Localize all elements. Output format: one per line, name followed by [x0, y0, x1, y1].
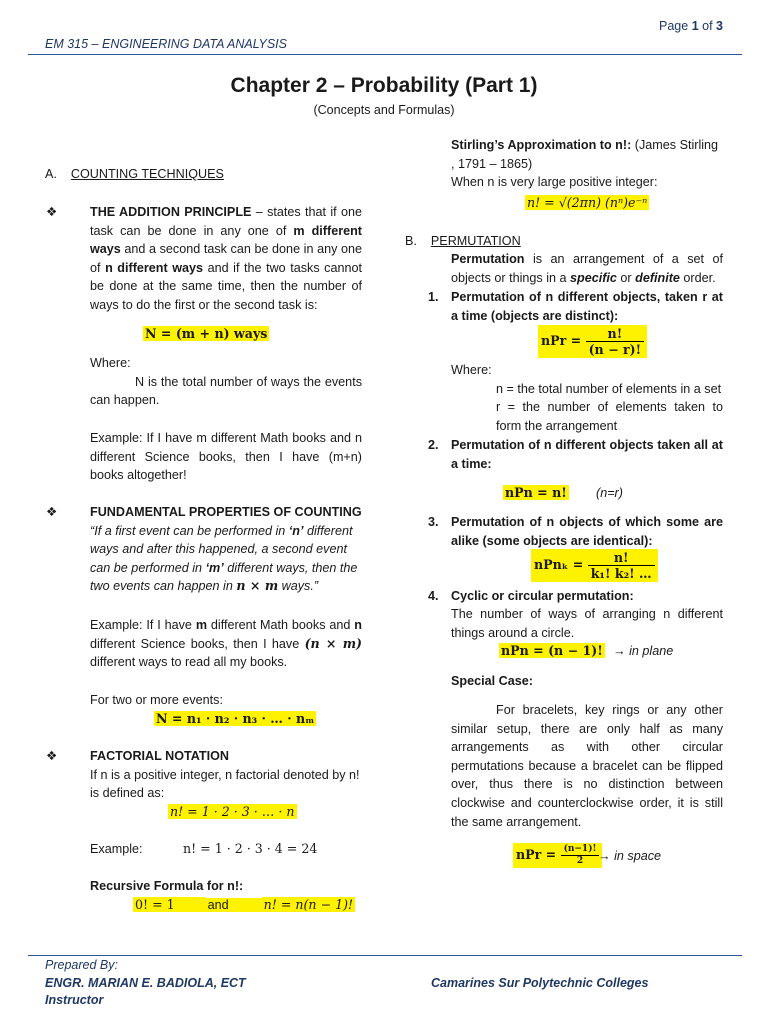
section-a-heading	[45, 165, 224, 184]
course-title: EM 315 – ENGINEERING DATA ANALYSIS	[45, 37, 287, 51]
permutation-item-3	[428, 513, 723, 550]
definition-bold: definite	[635, 270, 680, 285]
definition-bold: Permutation	[451, 252, 525, 266]
instructor-role: Instructor	[45, 993, 104, 1007]
item-text: Permutation of n different objects, taken r at a time (objects are distinct):	[451, 290, 723, 323]
page-number	[659, 19, 723, 33]
formula-numerator: n!	[588, 550, 655, 566]
recursive-formula	[133, 896, 355, 915]
section-title: COUNTING TECHNIQUES	[70, 167, 224, 181]
formula: n! = n(n − 1)!	[263, 897, 354, 912]
example-text: different Math books and	[207, 618, 355, 632]
instructor-name: ENGR. MARIAN E. BADIOLA, ECT	[45, 976, 246, 990]
item-text: Cyclic or circular permutation:	[451, 589, 634, 603]
special-case-head: Special Case:	[451, 674, 533, 688]
addition-formula	[143, 325, 269, 344]
definition-text: or	[616, 270, 636, 285]
quote-math: n × m	[236, 578, 279, 594]
stirling-head: Stirling’s Approximation to n!:	[451, 138, 632, 152]
permutation-formula-4	[499, 642, 605, 661]
example-text: different ways to read all my books.	[90, 655, 288, 670]
fundamental-head: FUNDAMENTAL PROPERTIES OF COUNTING	[90, 505, 362, 519]
formula-lhs: nPnₖ =	[534, 557, 584, 573]
formula-denominator: k₁! k₂! …	[590, 566, 652, 581]
stirling-approximation	[451, 136, 723, 192]
item-number: 2.	[428, 438, 439, 452]
two-or-more-events: For two or more events:	[90, 693, 223, 707]
header-divider	[28, 54, 742, 55]
example-math: (n × m)	[304, 635, 362, 651]
cyclic-description: The number of ways of arranging n different things around a circle.	[451, 607, 723, 640]
definition-text: order.	[679, 270, 716, 285]
footer-divider	[28, 955, 742, 956]
item-number: 4.	[428, 589, 439, 603]
permutation-note-2: (n=r)	[596, 486, 623, 500]
permutation-definition	[451, 250, 723, 287]
addition-text: – states that if one task can be done in any one of	[90, 205, 362, 238]
addition-head: THE ADDITION PRINCIPLE	[90, 205, 252, 219]
permutation-item-1	[428, 288, 723, 325]
formula-numerator: n!	[586, 326, 645, 342]
where-desc: N is the total number of ways the events can happen.	[90, 374, 362, 408]
permutation-formula-5	[513, 843, 602, 868]
special-case-text: For bracelets, key rings or any other similar setup, there are only half as many arrangements as with other circular permutations because a bracelet can be flipped over, thus there is no distinction between clockwise and counterclockwise order, it is still the same arrangement.	[451, 703, 723, 829]
factorial-example-formula: n! = 1 · 2 · 3 · 4 = 24	[183, 841, 318, 856]
stirling-desc: When n is very large positive integer:	[451, 175, 658, 190]
addition-bold: n different ways	[105, 260, 204, 275]
formula-numerator: (n−1)!	[561, 844, 600, 856]
quote-text: “If a first event can be performed in	[90, 523, 289, 538]
section-letter: A.	[45, 167, 57, 181]
example-bold: n	[354, 618, 362, 632]
where-label: Where:	[90, 356, 131, 370]
definition-text: is an arrangement of a set of objects or things in a	[451, 252, 723, 285]
definition-bold: specific	[570, 270, 617, 285]
permutation-item-2	[428, 436, 723, 473]
formula: nPn = n!	[505, 485, 567, 500]
addition-example: Example: If I have m different Math books and n different Science books, then I have (m+n) books altogether!	[90, 431, 362, 483]
formula: n! = √(2πn) (nⁿ)e⁻ⁿ	[527, 195, 648, 210]
section-title: PERMUTATION	[430, 234, 521, 248]
recursive-head: Recursive Formula for n!:	[90, 879, 244, 893]
in-plane-note: → in plane	[613, 644, 674, 658]
formula: N = n₁ · n₂ · n₃ · … · nₘ	[156, 711, 315, 726]
where-label: Where:	[451, 363, 492, 377]
factorial-head: FACTORIAL NOTATION	[90, 749, 229, 763]
permutation-item-4	[428, 587, 723, 606]
stirling-formula	[525, 194, 649, 213]
permutation-formula-3	[531, 549, 658, 582]
item-text: Permutation of n different objects taken all at a time:	[451, 438, 723, 471]
example-text: Example: If I have	[90, 618, 196, 632]
stirling-attrib: (James Stirling , 1791 – 1865)	[451, 138, 719, 171]
addition-text: and if the two tasks cannot be done at the same time, then the number of ways to do the first or the second task is:	[90, 260, 362, 312]
permutation-formula-1	[538, 325, 647, 358]
example-text: different Science books, then I have	[90, 636, 305, 651]
page-current: 1	[691, 19, 699, 33]
permutation-where	[451, 361, 723, 435]
formula-denominator: 2	[576, 856, 584, 866]
diamond-bullet-icon: ❖	[46, 505, 58, 519]
quote-text: ways.”	[278, 579, 319, 594]
quote-bold: ‘n’	[288, 523, 304, 538]
formula-denominator: (n − r)!	[588, 342, 642, 357]
formula: nPn = (n − 1)!	[501, 643, 603, 658]
page-total: 3	[716, 19, 723, 33]
permutation-formula-2	[503, 484, 569, 503]
section-letter: B.	[405, 234, 417, 248]
where-n: n = the total number of elements in a set	[496, 381, 722, 396]
in-space-note: → in space	[598, 849, 661, 863]
item-text: Permutation of n objects of which some are alike (some objects are identical):	[451, 515, 723, 548]
addition-text: and a second task can be done in any one of	[90, 242, 362, 275]
formula: N = (m + n) ways	[145, 326, 268, 341]
fundamental-example	[90, 616, 362, 672]
page-label: Page	[659, 19, 689, 33]
formula: n! = 1 · 2 · 3 · … · n	[170, 804, 295, 819]
diamond-bullet-icon: ❖	[46, 749, 58, 763]
factorial-notation	[46, 747, 362, 803]
page-subtitle: (Concepts and Formulas)	[313, 103, 455, 117]
diamond-bullet-icon: ❖	[46, 205, 58, 219]
quote-text: different ways, then the two events can happen in	[90, 560, 358, 594]
page-of: of	[702, 19, 713, 33]
factorial-desc: If n is a positive integer, n factorial denoted by n! is defined as:	[90, 767, 360, 801]
quote-bold: ‘m’	[205, 560, 224, 575]
formula: 0! = 1	[133, 897, 206, 912]
school-name: Camarines Sur Polytechnic Colleges	[431, 976, 649, 990]
addition-principle	[46, 203, 362, 315]
formula-lhs: nPr =	[516, 847, 557, 863]
quote-text: different ways and after this happened, a second event can be performed in	[90, 523, 353, 575]
example-bold: m	[195, 618, 208, 632]
prepared-by-label: Prepared By:	[45, 958, 118, 972]
fundamental-properties	[46, 503, 362, 596]
factorial-example-label: Example:	[90, 842, 143, 856]
addition-bold: m different ways	[90, 223, 362, 257]
formula-and: and	[206, 898, 262, 912]
multiplication-formula	[154, 710, 316, 729]
page-title: Chapter 2 – Probability (Part 1)	[230, 74, 538, 97]
item-number: 3.	[428, 515, 439, 529]
formula-lhs: nPr =	[541, 333, 582, 349]
addition-where	[90, 354, 362, 410]
where-r: r = the number of elements taken to form the arrangement	[496, 400, 723, 433]
factorial-formula	[168, 803, 297, 822]
section-b-heading	[405, 232, 521, 251]
item-number: 1.	[428, 290, 439, 304]
